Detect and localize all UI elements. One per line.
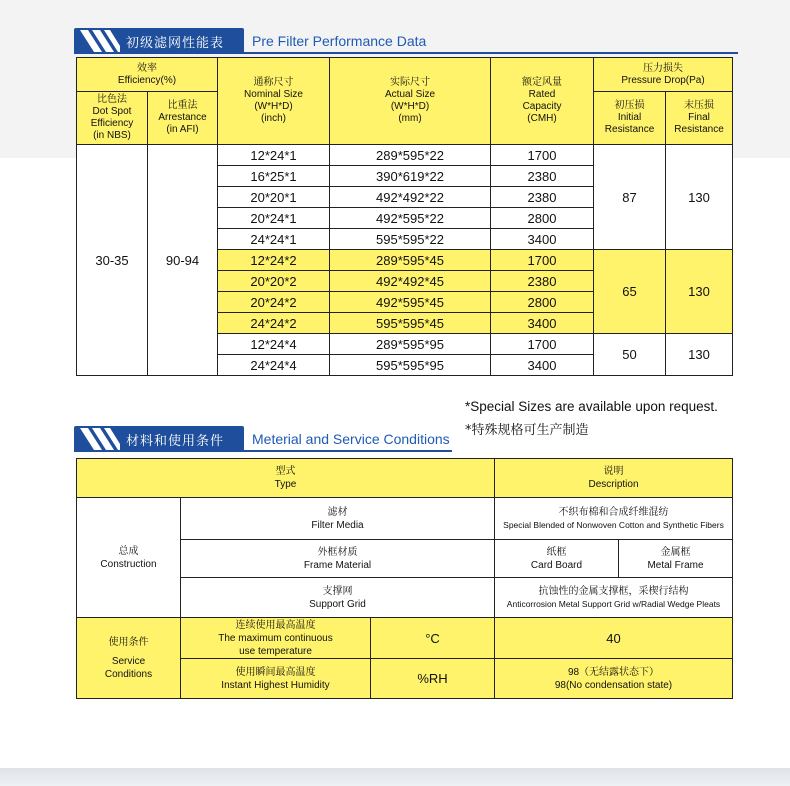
section-header-material [74, 426, 452, 452]
humidity-value: 98（无结露状态下） 98(No condensation state) [495, 659, 733, 699]
efficiency-header: 效率 Efficiency(%) [77, 58, 218, 92]
actual-size-cell: 595*595*95 [330, 355, 491, 376]
nominal-size-cell: 24*24*1 [218, 229, 330, 250]
temperature-value: 40 [495, 618, 733, 659]
special-sizes-note-cn: *特殊规格可生产制造 [465, 423, 589, 438]
rated-capacity-cell: 3400 [491, 313, 594, 334]
actual-size-cell: 289*595*95 [330, 334, 491, 355]
section-underline [74, 450, 452, 452]
initial-resistance-cell: 87 [594, 145, 666, 250]
support-grid-description: 抗蚀性的金属支撑框，采楔行结构 Anticorrosion Metal Support Grid w/Radial Wedge Pleats [495, 578, 733, 618]
section-header-performance [74, 28, 738, 54]
rated-capacity-cell: 2380 [491, 166, 594, 187]
actual-size-cell: 492*492*45 [330, 271, 491, 292]
nominal-size-cell: 12*24*2 [218, 250, 330, 271]
rated-capacity-cell: 1700 [491, 250, 594, 271]
section-title-en: Meterial and Service Conditions [252, 431, 450, 447]
temperature-unit: °C [371, 618, 495, 659]
support-grid-label: 支撑网 Support Grid [181, 578, 495, 618]
nominal-size-cell: 12*24*1 [218, 145, 330, 166]
actual-size-cell: 492*492*22 [330, 187, 491, 208]
nominal-size-cell: 12*24*4 [218, 334, 330, 355]
rated-capacity-cell: 2800 [491, 292, 594, 313]
nominal-size-cell: 24*24*4 [218, 355, 330, 376]
rated-capacity-cell: 2800 [491, 208, 594, 229]
filter-media-label: 滤材 Filter Media [181, 498, 495, 540]
actual-size-cell: 492*595*22 [330, 208, 491, 229]
arrestance-value: 90-94 [148, 145, 218, 376]
special-sizes-note-en: *Special Sizes are available upon request. [465, 399, 718, 414]
actual-size-cell: 492*595*45 [330, 292, 491, 313]
actual-size-cell: 595*595*45 [330, 313, 491, 334]
service-conditions-label: 使用条件 Service Conditions [77, 618, 181, 699]
arrestance-header: 比重法 Arrestance (in AFI) [148, 92, 218, 145]
initial-resistance-cell: 65 [594, 250, 666, 334]
stripes-icon [80, 30, 120, 52]
section-title-en: Pre Filter Performance Data [252, 33, 427, 49]
filter-media-description: 不织布棉和合成纤维混纺 Special Blended of Nonwoven Cotton and Synthetic Fibers [495, 498, 733, 540]
section-underline [74, 52, 738, 54]
final-resistance-header: 末压损 Final Resistance [666, 92, 733, 145]
construction-label: 总成 Construction [77, 498, 181, 618]
pressure-drop-header: 压力损失 Pressure Drop(Pa) [594, 58, 733, 92]
actual-size-cell: 289*595*45 [330, 250, 491, 271]
actual-size-cell: 390*619*22 [330, 166, 491, 187]
actual-size-cell: 289*595*22 [330, 145, 491, 166]
actual-size-header: 实际尺寸 Actual Size (W*H*D) (mm) [330, 58, 491, 145]
frame-material-label: 外框材质 Frame Material [181, 540, 495, 578]
section-title-cn: 初级滤网性能表 [126, 36, 225, 51]
final-resistance-cell: 130 [666, 250, 733, 334]
material-table [76, 458, 733, 699]
rated-capacity-header: 额定风量 Rated Capacity (CMH) [491, 58, 594, 145]
actual-size-cell: 595*595*22 [330, 229, 491, 250]
dot-spot-value: 30-35 [77, 145, 148, 376]
nominal-size-cell: 16*25*1 [218, 166, 330, 187]
bottom-background-band [0, 768, 790, 786]
rated-capacity-cell: 3400 [491, 355, 594, 376]
max-temperature-label: 连续使用最高温度 The maximum continuous use temperature [181, 618, 371, 659]
metal-frame-option: 金属框 Metal Frame [619, 540, 733, 578]
rated-capacity-cell: 2380 [491, 187, 594, 208]
max-humidity-label: 使用瞬间最高温度 Instant Highest Humidity [181, 659, 371, 699]
nominal-size-header: 通称尺寸 Nominal Size (W*H*D) (inch) [218, 58, 330, 145]
performance-table [76, 57, 733, 376]
nominal-size-cell: 20*20*1 [218, 187, 330, 208]
nominal-size-cell: 20*20*2 [218, 271, 330, 292]
nominal-size-cell: 20*24*2 [218, 292, 330, 313]
dot-spot-header: 比色法 Dot Spot Efficiency (in NBS) [77, 92, 148, 145]
rated-capacity-cell: 3400 [491, 229, 594, 250]
initial-resistance-header: 初压损 Initial Resistance [594, 92, 666, 145]
rated-capacity-cell: 2380 [491, 271, 594, 292]
section-title-cn: 材料和使用条件 [126, 434, 225, 449]
nominal-size-cell: 24*24*2 [218, 313, 330, 334]
final-resistance-cell: 130 [666, 334, 733, 376]
rated-capacity-cell: 1700 [491, 145, 594, 166]
rated-capacity-cell: 1700 [491, 334, 594, 355]
description-header: 说明 Description [495, 459, 733, 498]
stripes-icon [80, 428, 120, 450]
type-header: 型式 Type [77, 459, 495, 498]
nominal-size-cell: 20*24*1 [218, 208, 330, 229]
card-board-option: 纸框 Card Board [495, 540, 619, 578]
humidity-unit: %RH [371, 659, 495, 699]
initial-resistance-cell: 50 [594, 334, 666, 376]
final-resistance-cell: 130 [666, 145, 733, 250]
